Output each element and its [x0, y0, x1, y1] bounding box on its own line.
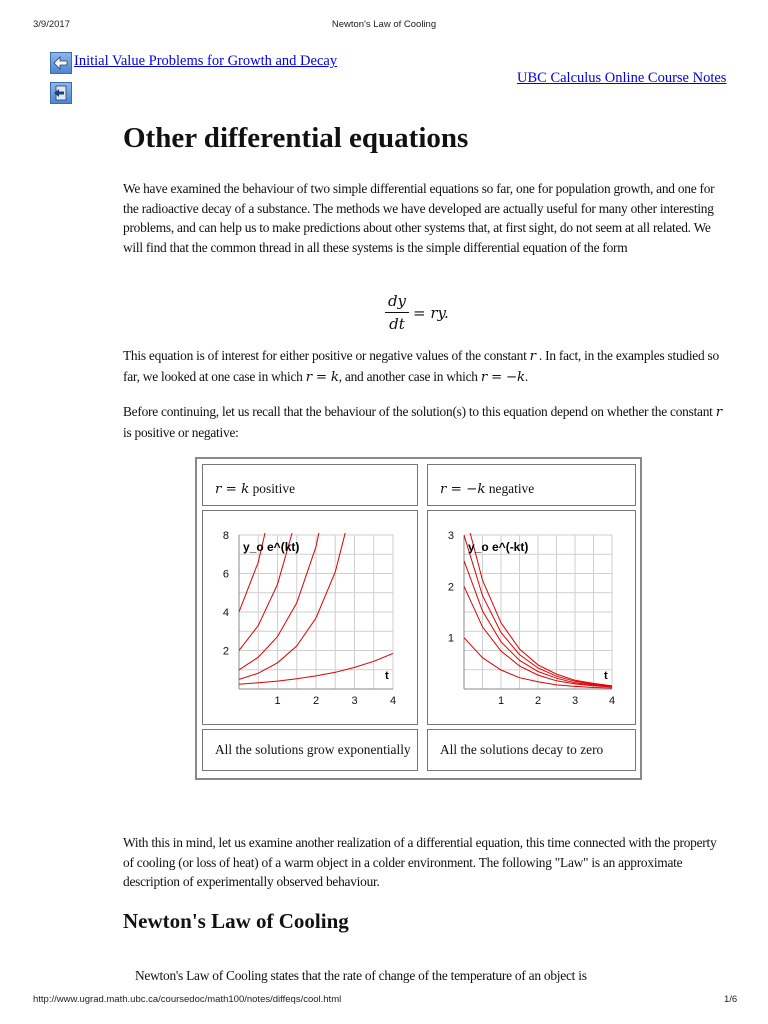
y-tick-label: 2 — [222, 645, 229, 658]
p3-text-a: Before continuing, let us recall that the behaviour of the solution(s) to this equation depend on whether the constant — [123, 404, 713, 419]
prev-topic-link[interactable]: Initial Value Problems for Growth and Decay — [74, 53, 338, 69]
section-title: Newton's Law of Cooling — [123, 909, 349, 933]
print-page-number: 1/6 — [724, 994, 738, 1005]
paragraph-law-statement: Newton's Law of Cooling states that the rate of change of the temperature of an object is — [135, 968, 587, 983]
fraction-bar — [385, 312, 409, 313]
print-date: 3/9/2017 — [33, 19, 70, 30]
head-positive-text: positive — [252, 481, 296, 496]
p2-r: r — [529, 349, 536, 364]
head-positive — [202, 464, 418, 506]
p2-r-equals-k: r = k — [305, 369, 339, 385]
paragraph-behaviour — [123, 402, 723, 442]
p2-text-c: , and another case in which — [338, 368, 478, 384]
x-tick-label: 1 — [497, 695, 505, 707]
x-tick-label: 4 — [608, 695, 616, 707]
course-notes-link[interactable]: UBC Calculus Online Course Notes — [517, 70, 727, 86]
x-tick-label: 2 — [312, 695, 320, 707]
print-url: http://www.ugrad.math.ubc.ca/coursedoc/math100/notes/diffeqs/cool.html — [33, 994, 342, 1005]
chart-title: y_o e^(kt) — [243, 540, 300, 554]
y-tick-label: 3 — [447, 530, 454, 542]
x-axis-label: t — [604, 670, 608, 682]
p2-text-d: . — [524, 368, 528, 384]
p3-r: r — [715, 405, 722, 420]
x-tick-label: 4 — [389, 695, 397, 707]
foot-decay-text: All the solutions decay to zero — [440, 742, 604, 757]
head-negative — [427, 464, 636, 506]
x-axis-label: t — [385, 670, 389, 682]
y-tick-label: 8 — [222, 530, 229, 542]
page-title: Other differential equations — [123, 122, 469, 154]
equation-rhs: = ry. — [413, 304, 449, 322]
foot-growth-text: All the solutions grow exponentially — [215, 742, 411, 757]
chart-title: y_o e^(-kt) — [468, 540, 529, 554]
foot-growth — [202, 729, 418, 771]
decay-chart-cell — [427, 510, 636, 725]
decay-chart — [428, 511, 635, 724]
back-arrow-icon[interactable] — [50, 52, 72, 74]
head-negative-math: r = −k — [440, 482, 486, 497]
p2-r-equals-minus-k: r = −k — [480, 369, 525, 385]
x-tick-label: 2 — [534, 695, 542, 707]
growth-chart — [203, 511, 417, 724]
y-tick-label: 1 — [447, 632, 454, 645]
head-negative-text: negative — [488, 481, 535, 496]
y-tick-label: 4 — [222, 607, 229, 619]
p2-text-a: This equation is of interest for either positive or negative values of the constant — [123, 348, 527, 363]
x-tick-label: 3 — [351, 695, 358, 707]
p3-text-b: is positive or negative: — [123, 424, 239, 440]
paragraph-cooling-intro: With this in mind, let us examine another realization of a differential equation, this time connected with the property of cooling (or loss of heat) of a warm object in a colder environment. The following "Law" is an approximate description of experimentally observed behaviour. — [123, 835, 717, 889]
x-tick-label: 3 — [571, 695, 579, 707]
equation-dydt — [385, 292, 449, 333]
growth-chart-cell — [202, 510, 418, 725]
equation-numerator: dy — [387, 292, 407, 310]
foot-decay — [427, 729, 636, 771]
equation-denominator: dt — [389, 315, 405, 333]
forward-page-icon[interactable] — [50, 82, 72, 104]
paragraph-constant-r — [123, 346, 723, 387]
intro-paragraph: We have examined the behaviour of two simple differential equations so far, one for population growth, and one for the radioactive decay of a substance. The methods we have developed are actually useful for many other interesting problems, and can help us to make predictions about other systems that, at first sight, do not seem at all related. We will find that the common thread in all these systems is the simple differential equation of the form — [123, 181, 715, 255]
y-tick-label: 6 — [222, 568, 229, 581]
y-tick-label: 2 — [447, 581, 454, 594]
p2-text-b: . In fact, in the examples studied so far, we looked at one case in which — [123, 348, 719, 384]
x-tick-label: 1 — [274, 695, 281, 707]
comparison-table — [195, 457, 642, 780]
print-title: Newton's Law of Cooling — [331, 19, 437, 30]
head-positive-math: r = k — [215, 482, 250, 497]
